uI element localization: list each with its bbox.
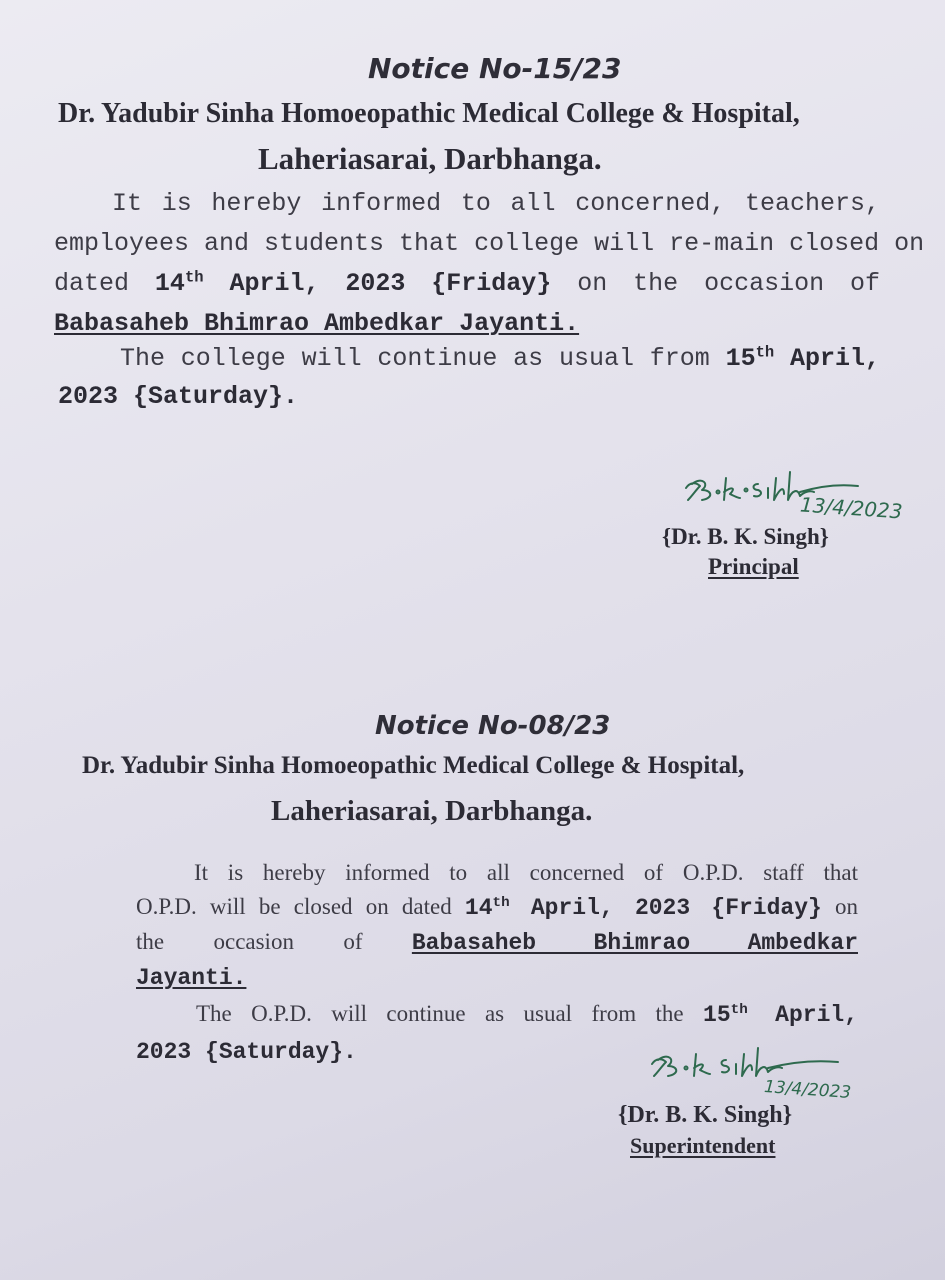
notice1-resume-day: 15 [725,344,756,373]
notice2-college-name: Dr. Yadubir Sinha Homoeopathic Medical College & Hospital, [82,752,745,779]
notice1-p1-line1: It is hereby informed to all concerned, teachers, [112,189,880,218]
notice2-resume-day: 15 [703,1002,731,1028]
notice2-occasion-text: the occasion of [136,929,412,954]
notice1-college-name: Dr. Yadubir Sinha Homoeopathic Medical College & Hospital, [58,98,800,129]
notice2-p1-line1: It is hereby informed to all concerned of O.P.D. staff that [194,860,858,885]
notice1-dated-text: dated [54,269,155,298]
notice1-p2-line2 [58,378,880,416]
notice1-p1-line4 [54,304,880,344]
notice1-signatory-name: {Dr. B. K. Singh} [662,524,829,549]
notice1-day: 14 [154,269,185,298]
notice2-day: 14 [464,895,493,921]
notice2-day-suffix: th [492,895,510,912]
notice1-number: Notice No-15/23 [368,52,622,85]
notice2-resume-year: 2023 {Saturday}. [136,1039,357,1065]
notice2-continue-text: The O.P.D. will continue as usual from the [196,1001,704,1026]
notice2-signature [646,1040,846,1084]
notice2-on-text: on [821,894,859,919]
notice1-paragraph-2 [58,340,880,416]
notice1-place: Laheriasarai, Darbhanga. [258,141,602,176]
notice1-resume-suffix: th [755,343,775,362]
notice1-occasion: Babasaheb Bhimrao Ambedkar Jayanti. [54,309,580,338]
notice1-day-suffix: th [184,268,204,287]
notice2-p1-line4 [136,960,858,995]
notice1-signature-date: 13/4/2023 [799,492,904,524]
notice2-p1-line2 [136,890,858,925]
notice2-occasion-part2: Jayanti. [136,965,247,991]
notice2-date-rest: April, 2023 {Friday} [509,895,822,921]
notice2-signature-date: 13/4/2023 [763,1076,852,1104]
notice2-place: Laheriasarai, Darbhanga. [271,795,593,827]
notice2-occasion-part1: Babasaheb Bhimrao Ambedkar [411,930,858,956]
notice2-number: Notice No-08/23 [375,711,611,741]
notice1-p1-line2: employees and students that college will re-main closed on [54,229,925,258]
notice2-resume-date [703,1002,858,1028]
notice2-closed-text: O.P.D. will be closed on dated [136,894,465,919]
notice2-holiday-date [465,895,822,921]
notice2-resume-month: April, [747,1002,858,1028]
notice1-resume-year: 2023 {Saturday}. [58,382,299,411]
notice1-resume-month: April, [774,344,880,373]
notice1-resume-date [726,344,880,373]
notice2-signatory-name: {Dr. B. K. Singh} [618,1102,793,1128]
notice1-p2-line1 [120,340,880,378]
notice1-p1-line3 [54,264,880,304]
notice1-paragraph-1 [54,184,925,344]
notice2-paragraph-1 [136,856,858,995]
notice2-p1-line3 [136,925,858,960]
notice1-date-rest: April, 2023 {Friday} [203,269,552,298]
notice1-signatory-title: Principal [708,554,799,579]
notice2-resume-suffix: th [730,1002,748,1019]
notice2-signatory-title: Superintendent [630,1133,776,1158]
notice1-holiday-date [155,269,551,298]
notice1-continue-text: The college will continue as usual from [120,344,726,373]
notice1-occasion-text: on the occasion of [551,269,880,298]
notice2-p2-line1 [196,996,858,1033]
